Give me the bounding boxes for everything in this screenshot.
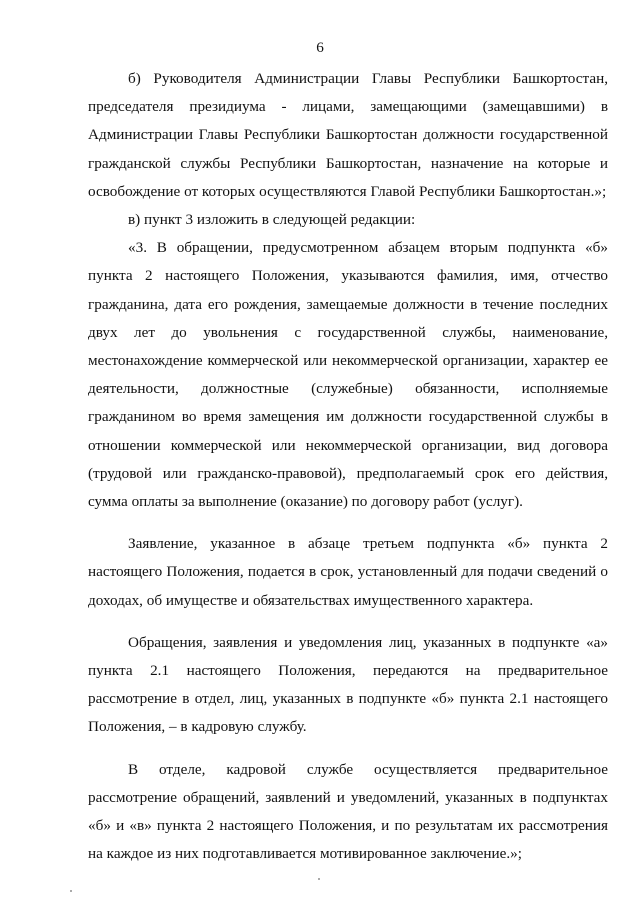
paragraph-v-subpoint: в) пункт 3 изложить в следующей редакции:: [128, 211, 416, 229]
scan-speck: [70, 890, 72, 892]
paragraph-b-subpoint: б) Руководителя Администрации Главы Республики Башкортостан, председателя президиума - лицами, замещающими (замещавшими) в Администрации Главы Республики Башкортостан должности государственной гражданской службы Республики Башкортостан, назначение на которые и освобождение от которых осуществляются Главой Республики Башкортостан.»;: [88, 70, 608, 200]
paragraph-point-3: «3. В обращении, предусмотренном абзацем вторым подпункта «б» пункта 2 настоящего Положения, указываются фамилия, имя, отчество гражданина, дата его рождения, замещаемые должности в течение последних двух лет до увольнения с государственной службы, наименование, местонахождение коммерческой или некоммерческой организации, характер ее деятельности, должностные (служебные) обязанности, исполняемые гражданином во время замещения им должности государственной службы в отношении коммерческой или некоммерческой организации, вид договора (трудовой или гражданско-правовой), предполагаемый срок его действия, сумма оплаты за выполнение (оказание) по договору работ (услуг).: [88, 239, 608, 511]
paragraph-appeals: Обращения, заявления и уведомления лиц, указанных в подпункте «а» пункта 2.1 настоящего Положения, передаются на предварительное рассмотрение в отдел, лиц, указанных в подпункте «б» пункта 2.1 настоящего Положения, – в кадровую службу.: [88, 633, 608, 736]
paragraph-statement: Заявление, указанное в абзаце третьем подпункта «б» пункта 2 настоящего Положения, подается в срок, установленный для подачи сведений о доходах, об имуществе и обязательствах имущественного характера.: [88, 535, 608, 609]
scan-speck: [318, 878, 320, 880]
document-body: [88, 65, 608, 868]
page-number: 6: [316, 39, 324, 56]
paragraph-review: В отделе, кадровой службе осуществляется предварительное рассмотрение обращений, заявлений и уведомлений, указанных в подпунктах «б» и «в» пункта 2 настоящего Положения, и по результатам их рассмотрения на каждое из них подготавливается мотивированное заключение.»;: [88, 760, 608, 863]
